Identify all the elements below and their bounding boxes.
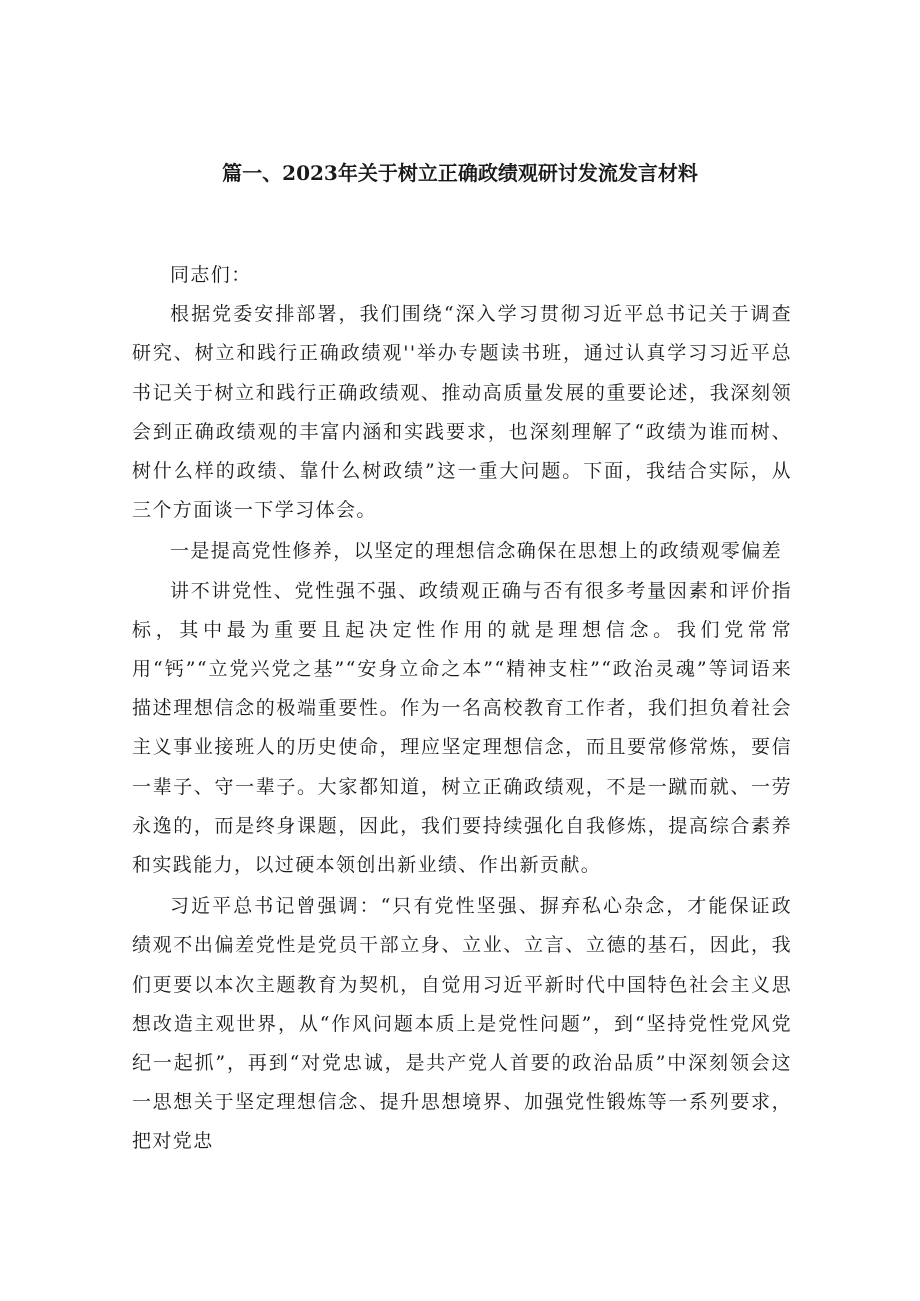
- body-paragraph: 讲不讲党性、党性强不强、政绩观正确与否有很多考量因素和评价指标，其中最为重要且起决定性作用的就是理想信念。我们党常常用“钙”“立党兴党之基”“安身立命之本”“精神支柱”“政治灵魂”等词语来描述理想信念的极端重要性。作为一名高校教育工作者，我们担负着社会主义事业接班人的历史使命，理应坚定理想信念，而且要常修常炼，要信一辈子、守一辈子。大家都知道，树立正确政绩观，不是一蹴而就、一劳永逸的，而是终身课题，因此，我们要持续强化自我修炼，提高综合素养和实践能力，以过硬本领创出新业绩、作出新贡献。: [132, 579, 792, 877]
- document-title: 篇一、2023年关于树立正确政绩观研讨发流发言材料: [222, 161, 698, 185]
- body-paragraph: 习近平总书记曾强调：“只有党性坚强、摒弃私心杂念，才能保证政绩观不出偏差党性是党员干部立身、立业、立言、立德的基石，因此，我们更要以本次主题教育为契机，自觉用习近平新时代中国特色社会主义思想改造主观世界，从“作风问题本质上是党性问题”，到“坚持党性党风党纪一起抓”，再到“对党忠诚，是共产党人首要的政治品质”中深刻领会这一思想关于坚定理想信念、提升思想境界、加强党性锻炼等一系列要求，把对党忠: [132, 895, 792, 1153]
- document-body: [132, 256, 792, 1162]
- section-heading-paragraph: 一是提高党性修养，以坚定的理想信念确保在思想上的政绩观零偏差: [170, 540, 783, 563]
- salutation-paragraph: 同志们：: [170, 264, 252, 286]
- intro-paragraph: 根据党委安排部署，我们围绕“深入学习贯彻习近平总书记关于调查研究、树立和践行正确政绩观''举办专题读书班，通过认真学习习近平总书记关于树立和践行正确政绩观、推动高质量发展的重要论述，我深刻领会到正确政绩观的丰富内涵和实践要求，也深刻理解了“政绩为谁而树、树什么样的政绩、靠什么树政绩”这一重大问题。下面，我结合实际，从三个方面谈一下学习体会。: [132, 303, 792, 522]
